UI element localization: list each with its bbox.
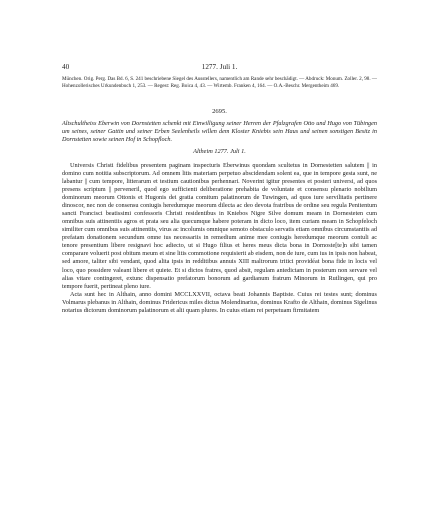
source-notes: München. Orig. Perg. Das Bd. 6, S. 241 beschriebene Siegel des Ausstellers, namentlich am Rande sehr beschädigt. — Abdruck: Monum. Zoller. 2, 98. — Hohenzollerisches Urkundenbuch 1, 253. — Regest: Reg. Boica 4, 43. — Wirtemb. Franken 4, 164. — O.A.-Beschr. Mergentheim 469. bbox=[62, 76, 377, 90]
running-title: 1277. Juli 1. bbox=[201, 63, 238, 71]
document-number: 2695. bbox=[212, 107, 227, 115]
document-regest: Altschultheiss Eberwin von Dornstetten schenkt mit Einwilligung seiner Herren der Pfalzgrafen Otto und Hugo von Tübingen um seines, seiner Gattin und seiner Erben Seelenheils willen dem Kloster Kniebis sein Haus und seinen sonstigen Besitz in Dornstetten sowie seinen Hof in Schopfloch. bbox=[62, 119, 377, 144]
body-paragraph: Acta sunt hec in Althain, anno domini MCCLXXVII, octava beati Johannis Baptiste. Cuius rei testes sunt; dominus Volmarus plebanus in Althain, dominus Fridericus miles dictus Molendinarius, dominus Krafto de Althain, dominus Sigelinus notarius dictorum dominorum palatinorum et alii quam plures. In cuius etiam rei perpetuam firmitatem bbox=[62, 290, 377, 314]
body-paragraph: Universis Christi fidelibus presentem paginam inspecturis Eberwinus quondam scultetus in Dornestetten salutem || in domino cum notitia subscriptorum. Ad omnem litis materiam perpetuo abscidendam solent ea, que in tempore gesta sunt, ne labantur || cum tempore, litterarum et testium cautionibus perhennari. Noverint igitur presentes et posteri universi, ad quos presens scriptum || perveneril, quod ego sufficienti deliberatione prehabita de voluntate et consensu plenario nobilium dominorum meorum Ottonis et Hugonis dei gratia comitum palatinorum de Tuwingen, ad quos iure servilitatis pertinere dinoscor, nec non de consensu coniugis heredumque meorum dilecta ac deo devota fratribus de ordine seu regula Penitentum sancti Francisci beatissimi confessoris Christi residentibus in Kniebos Nigre Silve domum meam in Dornesteten cum omnibus suis attinentiis agros et prata seu alia quecumque habere poteram in dicto loco, item curiam meam in Schopfeloch similiter cum omnibus suis attinentiis, virus ac incolumis omnique semoto obstaculo servatis etiam omnibus circumstantiis ad prefatam donationem secundum omne ius necessariis in remedium anime mee coniugis heredumque meorum contuli ac tenore presentium libere resignavi hoc adiecto, ut si Hugo filius et heres meus dicta bona in Dornoste[te]n sibi tamen comparare voluerit post obitum meum et sine litis commotione requisierit ab eisdem, non de iure, cum ius in ipsis non habeat, sed amore, taliter sibi vendant, quod alita ipsis in redditibus annuis XIII maltrorum tritici providéat bona fide in locis vel loco, quo possidere valeant libere et quiete. Et si dictos fratres, quod absit, regulam antedictam in posterum non servare vel alias vitare contingeret, extunc dispensatio prefatorum bonorum ad gardianum fratrum Minorum in Rutlingen, qui pro tempore fuerit, pertineat pleno iure. bbox=[62, 161, 377, 290]
page-number: 40 bbox=[62, 63, 70, 71]
document-body bbox=[62, 162, 377, 315]
document-dateline: Altheim 1277. Juli 1. bbox=[193, 148, 246, 156]
page-header bbox=[62, 62, 377, 72]
